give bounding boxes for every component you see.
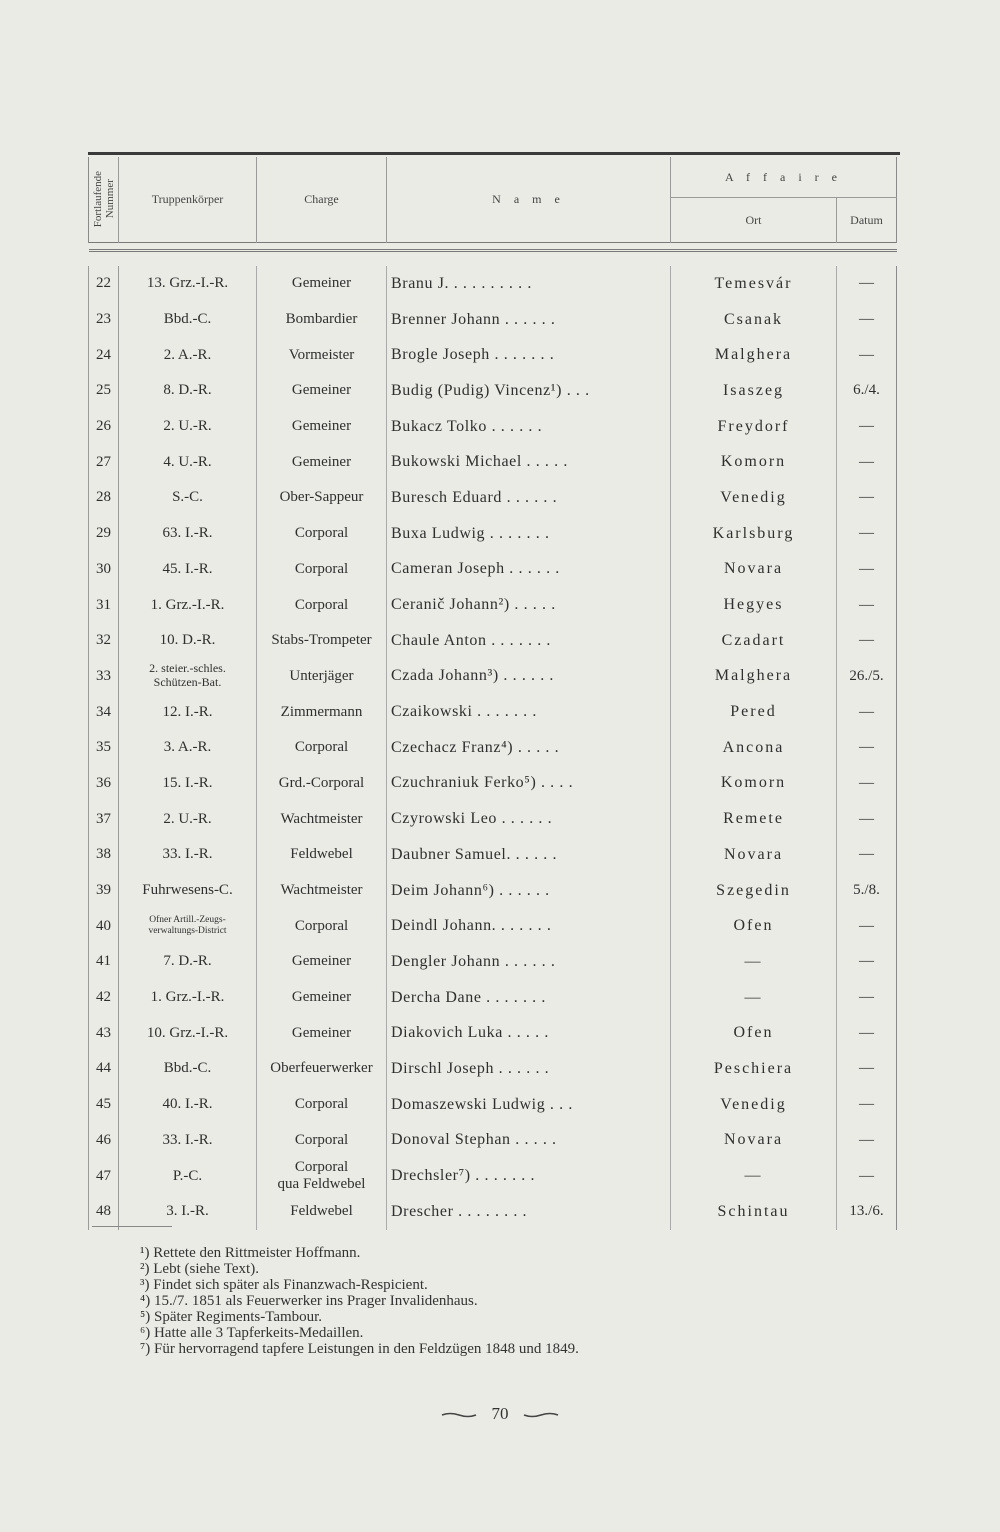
cell-nr: 45 xyxy=(89,1087,119,1123)
table-row xyxy=(89,409,897,445)
cell-datum: — xyxy=(837,1015,897,1051)
cell-nr: 46 xyxy=(89,1123,119,1159)
cell-unit: 3. A.-R. xyxy=(163,739,212,756)
cell-ort: Malghera xyxy=(671,337,837,373)
cell-unit: 1. Grz.-I.-R. xyxy=(150,596,225,613)
header-charge: Charge xyxy=(257,157,387,243)
cell-nr: 26 xyxy=(89,409,119,445)
cell-nr: 23 xyxy=(89,302,119,338)
top-rule xyxy=(88,152,900,155)
cell-name: Czaikowski . . . . . . . xyxy=(391,703,537,721)
footnote-item: ⁷) Für hervorragend tapfere Leistungen in den Feldzügen 1848 und 1849. xyxy=(140,1341,579,1357)
cell-nr: 43 xyxy=(89,1015,119,1051)
cell-unit: 2. A.-R. xyxy=(163,346,212,363)
cell-ort: Temesvár xyxy=(671,266,837,302)
cell-ort: Czadart xyxy=(671,623,837,659)
cell-datum: — xyxy=(837,444,897,480)
cell-charge: Feldwebel xyxy=(257,1194,387,1230)
cell-charge: Corporal xyxy=(257,1123,387,1159)
cell-ort: Pered xyxy=(671,694,837,730)
table-row xyxy=(89,552,897,588)
table-row xyxy=(89,373,897,409)
footnote-item: ⁶) Hatte alle 3 Tapferkeits-Medaillen. xyxy=(140,1325,364,1341)
cell-ort: — xyxy=(671,1158,837,1194)
cell-datum: 13./6. xyxy=(837,1194,897,1230)
cell-ort: Freydorf xyxy=(671,409,837,445)
cell-unit: 15. I.-R. xyxy=(162,774,213,791)
table-row xyxy=(89,302,897,338)
footnote-item: ²) Lebt (siehe Text). xyxy=(140,1261,259,1277)
cell-nr: 44 xyxy=(89,1051,119,1087)
cell-charge: Bombardier xyxy=(257,302,387,338)
cell-unit: 63. I.-R. xyxy=(162,525,213,542)
cell-unit: S.-C. xyxy=(172,489,203,506)
cell-charge: Feldwebel xyxy=(257,837,387,873)
cell-datum: — xyxy=(837,409,897,445)
cell-nr: 48 xyxy=(89,1194,119,1230)
cell-nr: 29 xyxy=(89,516,119,552)
cell-charge: Gemeiner xyxy=(257,373,387,409)
table-row xyxy=(89,1051,897,1087)
table-row xyxy=(89,587,897,623)
cell-charge: Wachtmeister xyxy=(257,801,387,837)
table-row xyxy=(89,730,897,766)
cell-nr: 28 xyxy=(89,480,119,516)
cell-ort: Venedig xyxy=(671,480,837,516)
cell-datum: — xyxy=(837,837,897,873)
cell-nr: 30 xyxy=(89,552,119,588)
cell-charge: Corporal xyxy=(257,552,387,588)
header-bottom-rule xyxy=(89,243,897,251)
table-row xyxy=(89,766,897,802)
cell-ort: Komorn xyxy=(671,444,837,480)
table-row xyxy=(89,1015,897,1051)
cell-name: Donoval Stephan . . . . . xyxy=(391,1131,557,1149)
table-row xyxy=(89,1158,897,1194)
cell-charge: Ober-Sappeur xyxy=(257,480,387,516)
ornament-right-icon xyxy=(523,1412,559,1418)
cell-ort: Schintau xyxy=(671,1194,837,1230)
cell-unit: 3. I.-R. xyxy=(166,1203,209,1220)
cell-ort: Peschiera xyxy=(671,1051,837,1087)
cell-name: Czuchraniuk Ferko⁵) . . . . xyxy=(391,774,574,792)
header-name: N a m e xyxy=(387,157,671,243)
footnotes xyxy=(140,1245,820,1357)
cell-ort: Szegedin xyxy=(671,873,837,909)
cell-datum: — xyxy=(837,766,897,802)
cell-datum: — xyxy=(837,1158,897,1194)
cell-charge: Corporal qua Feldwebel xyxy=(257,1158,387,1194)
cell-charge: Corporal xyxy=(257,587,387,623)
header-affaire: A f f a i r e xyxy=(671,157,897,198)
cell-charge: Oberfeuerwerker xyxy=(257,1051,387,1087)
cell-nr: 39 xyxy=(89,873,119,909)
header-ort: Ort xyxy=(671,198,837,243)
cell-name: Deindl Johann. . . . . . . xyxy=(391,917,552,935)
cell-name: Drechsler⁷) . . . . . . . xyxy=(391,1167,536,1185)
cell-name: Cameran Joseph . . . . . . xyxy=(391,560,560,578)
cell-nr: 32 xyxy=(89,623,119,659)
cell-datum: — xyxy=(837,944,897,980)
cell-unit: 1. Grz.-I.-R. xyxy=(150,989,225,1006)
cell-unit: Bbd.-C. xyxy=(163,311,212,328)
cell-name: Domaszewski Ludwig . . . xyxy=(391,1095,573,1113)
table-row xyxy=(89,444,897,480)
cell-unit: 40. I.-R. xyxy=(162,1096,213,1113)
cell-ort: Novara xyxy=(671,1123,837,1159)
cell-name: Czada Johann³) . . . . . . xyxy=(391,667,555,685)
cell-nr: 34 xyxy=(89,694,119,730)
cell-unit: 2. U.-R. xyxy=(163,418,212,435)
cell-nr: 33 xyxy=(89,659,119,695)
header-unit: Truppenkörper xyxy=(119,157,257,243)
table-row xyxy=(89,694,897,730)
cell-datum: — xyxy=(837,1087,897,1123)
table-row xyxy=(89,944,897,980)
cell-unit: 45. I.-R. xyxy=(162,560,213,577)
table-row xyxy=(89,1194,897,1230)
cell-charge: Gemeiner xyxy=(257,266,387,302)
cell-nr: 27 xyxy=(89,444,119,480)
cell-datum: — xyxy=(837,302,897,338)
cell-datum: — xyxy=(837,1123,897,1159)
cell-ort: — xyxy=(671,944,837,980)
cell-charge: Vormeister xyxy=(257,337,387,373)
cell-datum: — xyxy=(837,694,897,730)
cell-ort: Isaszeg xyxy=(671,373,837,409)
cell-datum: — xyxy=(837,730,897,766)
table-row xyxy=(89,837,897,873)
table-row xyxy=(89,908,897,944)
cell-charge: Gemeiner xyxy=(257,980,387,1016)
cell-datum: — xyxy=(837,516,897,552)
footnote-item: ¹) Rettete den Rittmeister Hoffmann. xyxy=(140,1245,361,1261)
cell-name: Dirschl Joseph . . . . . . xyxy=(391,1059,550,1077)
cell-unit: 13. Grz.-I.-R. xyxy=(146,275,229,292)
cell-charge: Corporal xyxy=(257,1087,387,1123)
cell-ort: Hegyes xyxy=(671,587,837,623)
table-row xyxy=(89,337,897,373)
cell-name: Drescher . . . . . . . . xyxy=(391,1202,528,1220)
cell-unit: Bbd.-C. xyxy=(163,1060,212,1077)
cell-name: Deim Johann⁶) . . . . . . xyxy=(391,881,550,899)
cell-ort: Novara xyxy=(671,837,837,873)
cell-ort: Ancona xyxy=(671,730,837,766)
cell-ort: Csanak xyxy=(671,302,837,338)
cell-charge: Gemeiner xyxy=(257,444,387,480)
cell-nr: 24 xyxy=(89,337,119,373)
table-row xyxy=(89,1087,897,1123)
cell-name: Bukacz Tolko . . . . . . xyxy=(391,417,543,435)
cell-datum: 6./4. xyxy=(837,373,897,409)
cell-unit: P.-C. xyxy=(172,1167,203,1184)
cell-ort: Karlsburg xyxy=(671,516,837,552)
ornament-left-icon xyxy=(441,1412,477,1418)
table-row xyxy=(89,516,897,552)
cell-charge: Wachtmeister xyxy=(257,873,387,909)
cell-charge: Corporal xyxy=(257,730,387,766)
cell-nr: 40 xyxy=(89,908,119,944)
table-row xyxy=(89,266,897,302)
cell-datum: — xyxy=(837,623,897,659)
cell-charge: Gemeiner xyxy=(257,1015,387,1051)
table-row xyxy=(89,659,897,695)
cell-name: Brogle Joseph . . . . . . . xyxy=(391,346,555,364)
cell-datum: — xyxy=(837,480,897,516)
cell-nr: 36 xyxy=(89,766,119,802)
cell-name: Czyrowski Leo . . . . . . xyxy=(391,810,553,828)
cell-charge: Grd.-Corporal xyxy=(257,766,387,802)
cell-unit: 10. D.-R. xyxy=(159,632,216,649)
cell-name: Dengler Johann . . . . . . xyxy=(391,952,556,970)
cell-nr: 41 xyxy=(89,944,119,980)
cell-ort: Malghera xyxy=(671,659,837,695)
cell-ort: Ofen xyxy=(671,1015,837,1051)
cell-datum: 5./8. xyxy=(837,873,897,909)
cell-ort: Ofen xyxy=(671,908,837,944)
cell-name: Buxa Ludwig . . . . . . . xyxy=(391,524,550,542)
header-datum: Datum xyxy=(837,198,897,243)
footnote-item: ³) Findet sich später als Finanzwach-Respicient. xyxy=(140,1277,428,1293)
cell-datum: — xyxy=(837,1051,897,1087)
page-number: 70 xyxy=(491,1404,509,1423)
cell-ort: Remete xyxy=(671,801,837,837)
cell-datum: 26./5. xyxy=(837,659,897,695)
cell-datum: — xyxy=(837,337,897,373)
cell-ort: — xyxy=(671,980,837,1016)
table-row xyxy=(89,801,897,837)
cell-name: Diakovich Luka . . . . . xyxy=(391,1024,549,1042)
cell-nr: 35 xyxy=(89,730,119,766)
table-row xyxy=(89,980,897,1016)
cell-name: Budig (Pudig) Vincenz¹) . . . xyxy=(391,381,590,399)
cell-unit: 33. I.-R. xyxy=(162,1131,213,1148)
cell-charge: Corporal xyxy=(257,516,387,552)
table-row xyxy=(89,623,897,659)
cell-nr: 38 xyxy=(89,837,119,873)
footnote-item: ⁴) 15./7. 1851 als Feuerwerker ins Prager Invalidenhaus. xyxy=(140,1293,478,1309)
cell-charge: Corporal xyxy=(257,908,387,944)
cell-charge: Gemeiner xyxy=(257,409,387,445)
cell-charge: Gemeiner xyxy=(257,944,387,980)
cell-unit: 12. I.-R. xyxy=(162,703,213,720)
cell-unit: 7. D.-R. xyxy=(163,953,212,970)
cell-nr: 42 xyxy=(89,980,119,1016)
roster-table xyxy=(88,157,897,1230)
header-nr: Fortlaufende Nummer xyxy=(89,157,119,243)
cell-nr: 37 xyxy=(89,801,119,837)
footnote-rule xyxy=(92,1226,172,1227)
cell-unit: 4. U.-R. xyxy=(163,453,212,470)
table-row xyxy=(89,873,897,909)
cell-unit: 10. Grz.-I.-R. xyxy=(146,1024,229,1041)
cell-unit: 33. I.-R. xyxy=(162,846,213,863)
header-row-1 xyxy=(89,157,897,198)
cell-name: Daubner Samuel. . . . . . xyxy=(391,845,558,863)
cell-unit: 2. U.-R. xyxy=(163,810,212,827)
cell-nr: 22 xyxy=(89,266,119,302)
cell-name: Chaule Anton . . . . . . . xyxy=(391,631,552,649)
cell-datum: — xyxy=(837,980,897,1016)
cell-datum: — xyxy=(837,801,897,837)
cell-datum: — xyxy=(837,266,897,302)
table-row xyxy=(89,1123,897,1159)
cell-ort: Komorn xyxy=(671,766,837,802)
cell-name: Brenner Johann . . . . . . xyxy=(391,310,556,328)
footnote-item: ⁵) Später Regiments-Tambour. xyxy=(140,1309,323,1325)
cell-nr: 31 xyxy=(89,587,119,623)
cell-unit: Ofner Artill.-Zeugs- verwaltungs-District xyxy=(148,914,227,936)
roster-body xyxy=(89,266,897,1230)
page-footer xyxy=(0,1404,1000,1424)
cell-nr: 47 xyxy=(89,1158,119,1194)
cell-name: Czechacz Franz⁴) . . . . . xyxy=(391,738,560,756)
cell-name: Bukowski Michael . . . . . xyxy=(391,453,568,471)
cell-name: Dercha Dane . . . . . . . xyxy=(391,988,546,1006)
cell-nr: 25 xyxy=(89,373,119,409)
cell-unit: Fuhrwesens-C. xyxy=(142,882,233,899)
cell-charge: Stabs-Trompeter xyxy=(257,623,387,659)
cell-ort: Venedig xyxy=(671,1087,837,1123)
cell-datum: — xyxy=(837,552,897,588)
cell-datum: — xyxy=(837,908,897,944)
cell-charge: Unterjäger xyxy=(257,659,387,695)
cell-name: Buresch Eduard . . . . . . xyxy=(391,488,558,506)
cell-unit: 8. D.-R. xyxy=(163,382,212,399)
cell-ort: Novara xyxy=(671,552,837,588)
cell-name: Branu J. . . . . . . . . . xyxy=(391,274,532,292)
table-row xyxy=(89,480,897,516)
cell-charge: Zimmermann xyxy=(257,694,387,730)
cell-unit: 2. steier.-schles. Schützen-Bat. xyxy=(149,661,226,690)
cell-datum: — xyxy=(837,587,897,623)
cell-name: Ceranič Johann²) . . . . . xyxy=(391,596,556,614)
